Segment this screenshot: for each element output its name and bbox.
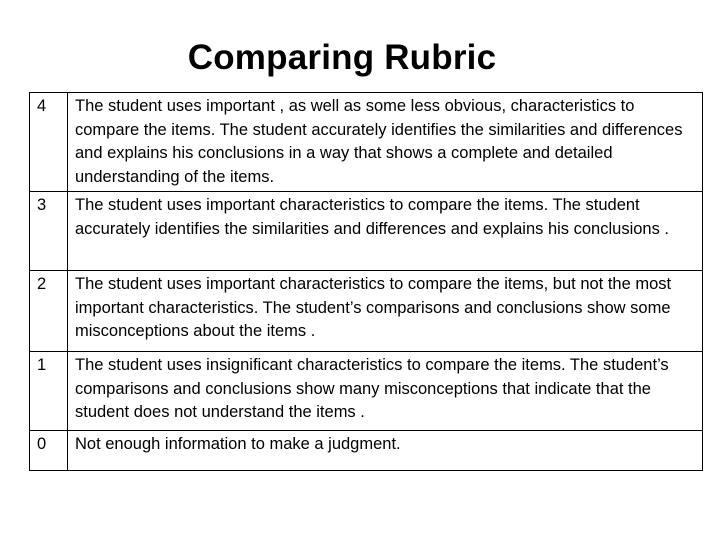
description-cell: Not enough information to make a judgment. (68, 431, 703, 471)
description-cell: The student uses important , as well as some less obvious, characteristics to compare the items. The student accurately identifies the similarities and differences and explains his conclusions in a way that shows a complete and detailed understanding of the items. (68, 93, 703, 192)
score-cell: 4 (30, 93, 68, 192)
table-row (30, 352, 703, 431)
page-title: Comparing Rubric (187, 38, 497, 77)
description-cell: The student uses insignificant characteristics to compare the items. The student’s comparisons and conclusions show many misconceptions that indicate that the student does not understand the items . (68, 352, 703, 431)
score-cell: 2 (30, 271, 68, 352)
table-row (30, 192, 703, 271)
table-row (30, 271, 703, 352)
score-cell: 0 (30, 431, 68, 471)
score-cell: 3 (30, 192, 68, 271)
score-cell: 1 (30, 352, 68, 431)
table-row (30, 431, 703, 471)
description-cell: The student uses important characteristics to compare the items, but not the most important characteristics. The student’s comparisons and conclusions show some misconceptions about the items . (68, 271, 703, 352)
rubric-table (29, 92, 703, 471)
description-cell: The student uses important characteristics to compare the items. The student accurately identifies the similarities and differences and explains his conclusions . (68, 192, 703, 271)
table-row (30, 93, 703, 192)
